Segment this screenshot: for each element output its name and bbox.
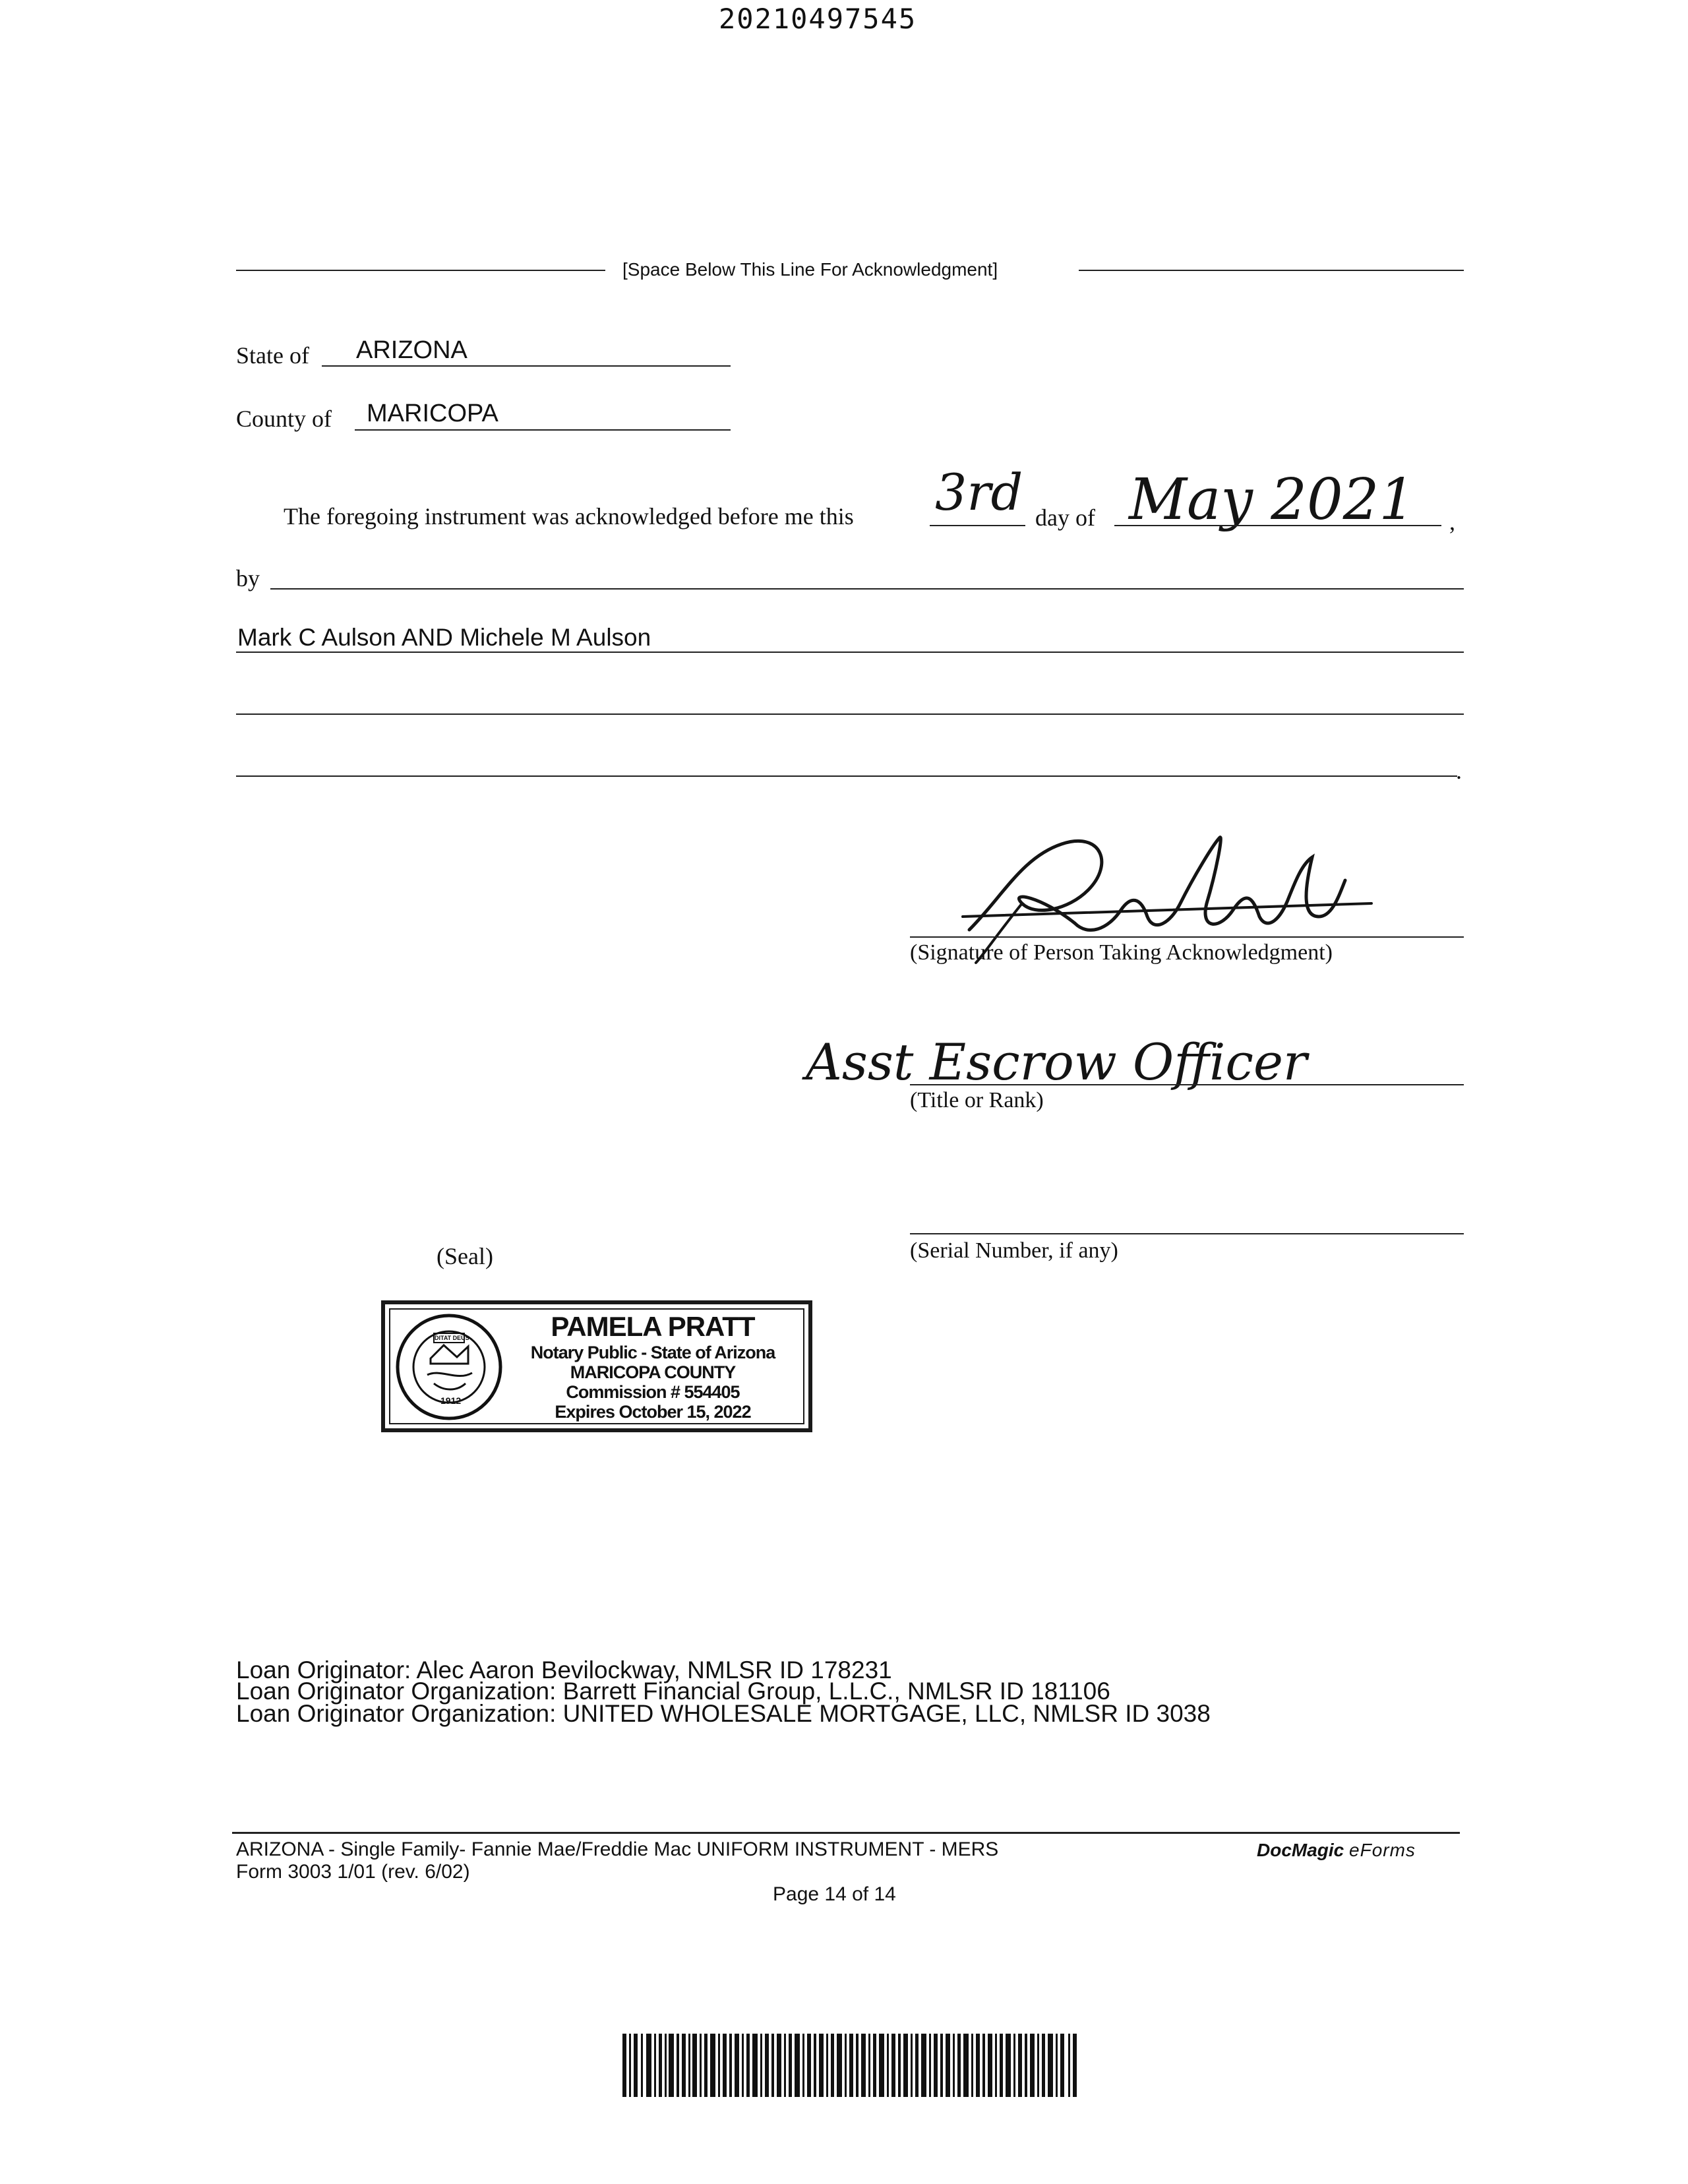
day-underline: [930, 525, 1025, 526]
title-underline: [910, 1084, 1464, 1085]
docmagic-logo: [1257, 1840, 1416, 1861]
county-label: County of: [236, 406, 332, 432]
month-year-underline: [1114, 525, 1441, 526]
by-underline: [270, 588, 1464, 590]
loan-originator-line-2: Loan Originator Organization: Barrett Financial Group, L.L.C., NMLSR ID 181106: [236, 1678, 1110, 1705]
day-of-label: day of: [1035, 504, 1095, 531]
docmagic-brand-suffix: eForms: [1349, 1840, 1416, 1860]
state-label: State of: [236, 342, 309, 369]
statement-text: The foregoing instrument was acknowledged before me this: [284, 503, 854, 530]
notary-line-3: Commission # 554405: [566, 1382, 740, 1402]
notary-line-1: Notary Public - State of Arizona: [530, 1343, 775, 1362]
names-value: Mark C Aulson AND Michele M Aulson: [237, 624, 651, 651]
notary-line-4: Expires October 15, 2022: [555, 1402, 751, 1422]
blank-line-period: .: [1456, 758, 1462, 784]
divider-left: [236, 270, 605, 271]
month-year-value: May 2021: [1129, 467, 1416, 533]
acknowledgment-divider-label: [Space Below This Line For Acknowledgment]: [622, 259, 998, 280]
serial-underline: [910, 1233, 1464, 1234]
footer-page-label: Page 14 of 14: [773, 1883, 896, 1905]
state-value: ARIZONA: [356, 336, 467, 364]
seal-year: 1912: [440, 1395, 462, 1406]
county-value: MARICOPA: [367, 400, 498, 427]
serial-caption: (Serial Number, if any): [910, 1238, 1118, 1263]
blank-line-2: [236, 775, 1457, 777]
divider-right: [1079, 270, 1464, 271]
by-label: by: [236, 565, 260, 592]
footer-form-title: ARIZONA - Single Family- Fannie Mae/Freddie Mac UNIFORM INSTRUMENT - MERS: [236, 1838, 999, 1860]
names-underline: [236, 652, 1464, 653]
seal-label: (Seal): [437, 1243, 493, 1269]
comma: ,: [1449, 508, 1455, 535]
notary-line-2: MARICOPA COUNTY: [570, 1362, 736, 1382]
barcode: [622, 2034, 1077, 2097]
footer-rule: [232, 1832, 1460, 1834]
footer-form-number: Form 3003 1/01 (rev. 6/02): [236, 1861, 470, 1883]
docmagic-brand-name: DocMagic: [1257, 1840, 1344, 1860]
county-underline: [355, 429, 731, 431]
notary-name: PAMELA PRATT: [551, 1311, 755, 1342]
title-value: Asst Escrow Officer: [806, 1033, 1308, 1091]
title-caption: (Title or Rank): [910, 1088, 1044, 1112]
loan-originator-line-1: Loan Originator: Alec Aaron Bevilockway, NMLSR ID 178231: [236, 1656, 892, 1684]
day-value: 3rd: [935, 463, 1023, 522]
blank-line-1: [236, 713, 1464, 715]
signature-caption: (Signature of Person Taking Acknowledgment): [910, 940, 1333, 965]
loan-originator-line-3: Loan Originator Organization: UNITED WHOLESALE MORTGAGE, LLC, NMLSR ID 3038: [236, 1700, 1211, 1727]
signature-underline: [910, 936, 1464, 938]
notary-stamp: [381, 1300, 812, 1432]
seal-motto: DITAT DEUS: [435, 1335, 469, 1341]
state-underline: [322, 365, 731, 367]
document-number: 20210497545: [719, 3, 917, 35]
